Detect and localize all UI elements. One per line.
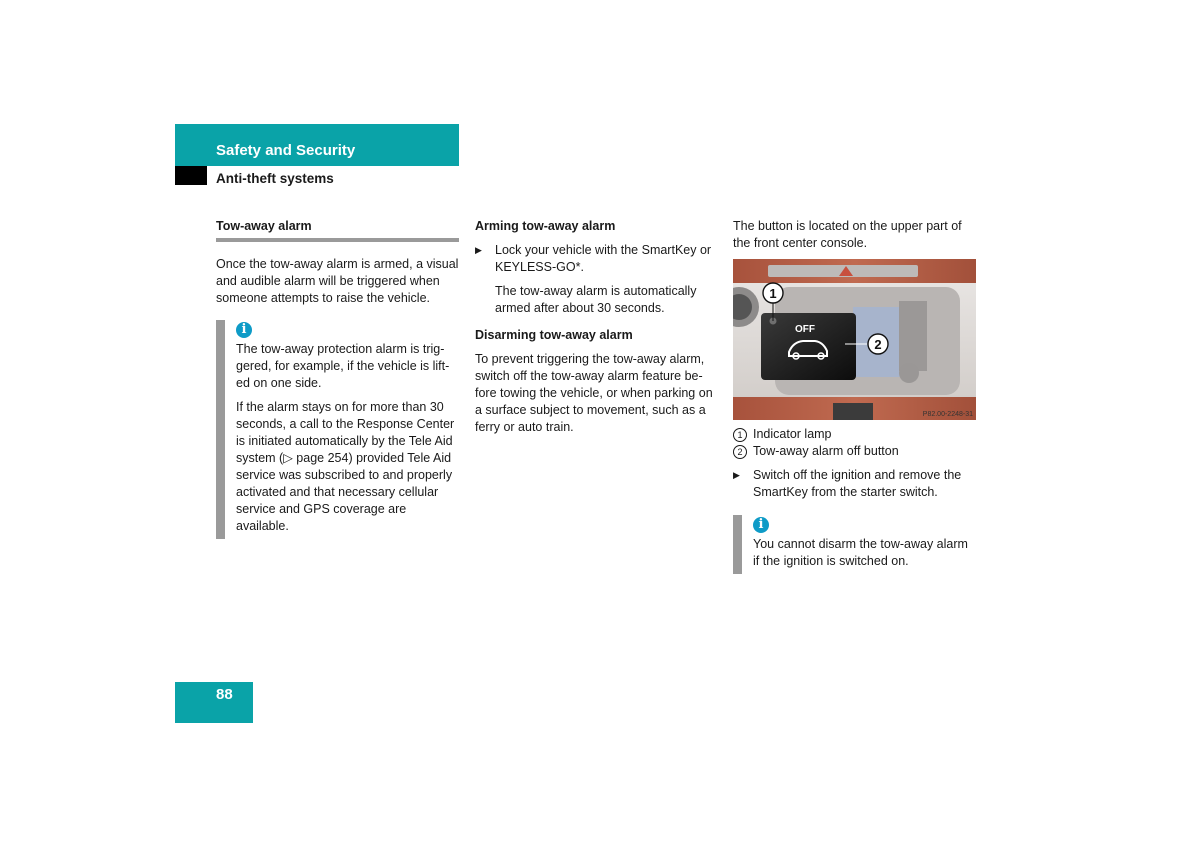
disarming-heading: Disarming tow-away alarm	[475, 328, 633, 342]
arming-step-text: Lock your vehicle with the SmartKey or KEYLESS-GO*.	[495, 243, 712, 274]
ignition-step	[733, 467, 976, 501]
legend-label-1: Indicator lamp	[753, 427, 832, 441]
intro-paragraph: Once the tow-away alarm is armed, a visual and audible alarm will be triggered when someone attempts to raise the vehicle.	[216, 257, 459, 305]
legend-label-2: Tow-away alarm off button	[753, 444, 899, 458]
tow-away-alarm-heading: Tow-away alarm	[216, 218, 459, 242]
page-number: 88	[216, 686, 233, 703]
info-icon: i	[236, 322, 252, 338]
arming-result-text: The tow-away alarm is automatically armed after about 30 seconds.	[495, 284, 697, 315]
legend-item-2	[733, 443, 976, 460]
center-console-photo	[733, 259, 976, 420]
legend-item-1	[733, 426, 976, 443]
section-title: Safety and Security	[216, 142, 356, 159]
column-2	[475, 218, 717, 443]
image-code: P82.00-2248-31	[922, 411, 973, 418]
info-icon: i	[753, 517, 769, 533]
disarming-paragraph: To prevent triggering the tow-away alarm, switch off the tow-away alarm feature be-fore towing the vehicle, or when parking on a surface subject to movement, such as a ferry or auto train.	[475, 352, 713, 434]
section-subtitle: Anti-theft systems	[216, 171, 334, 186]
callout-number-1: 1	[769, 286, 777, 301]
column-1	[216, 218, 459, 539]
info-box	[216, 320, 459, 539]
arming-heading: Arming tow-away alarm	[475, 219, 616, 233]
bullet-icon: ▶	[475, 245, 482, 255]
button-location-text: The button is located on the upper part of the front center console.	[733, 219, 962, 250]
info-bar	[216, 320, 225, 539]
info-text: You cannot disarm the tow-away alarm if the ignition is switched on.	[753, 537, 968, 568]
lower-display	[833, 403, 873, 420]
keypad	[899, 301, 927, 371]
legend-number-2: 2	[733, 445, 747, 459]
controller-knob	[899, 363, 919, 383]
callout-number-2: 2	[874, 337, 882, 352]
info-paragraph-2: If the alarm stays on for more than 30 seconds, a call to the Response Center is initiated automatically by the Tele Aid system (▷ page 254) provided Tele Aid service was subscribed to and properly activated and that necessary cellular service and GPS coverage are available.	[236, 400, 455, 533]
off-label: OFF	[795, 324, 815, 335]
header-marker	[175, 166, 207, 185]
arming-step	[475, 242, 717, 317]
column-3	[733, 218, 976, 574]
info-bar	[733, 515, 742, 574]
legend-number-1: 1	[733, 428, 747, 442]
page-number-box	[175, 682, 253, 723]
ignition-step-text: Switch off the ignition and remove the SmartKey from the starter switch.	[753, 468, 962, 499]
info-box-2	[733, 515, 976, 574]
bullet-icon: ▶	[733, 470, 740, 480]
info-paragraph-1: The tow-away protection alarm is trig-gered, for example, if the vehicle is lift-ed on one side.	[236, 342, 450, 390]
